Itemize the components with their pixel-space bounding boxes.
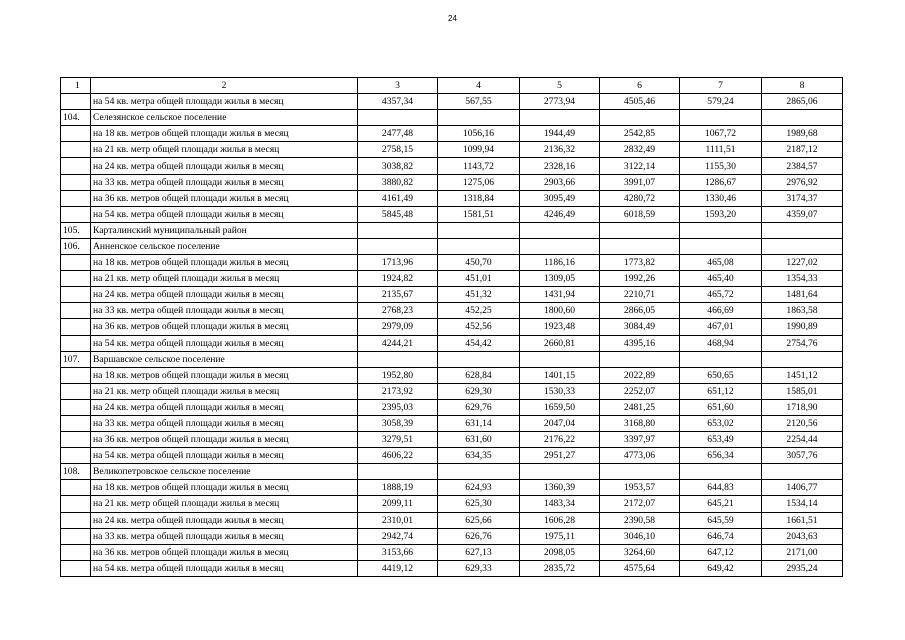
empty-cell bbox=[600, 238, 680, 254]
value-cell: 450,70 bbox=[438, 255, 520, 271]
value-cell: 2254,44 bbox=[762, 432, 843, 448]
value-cell: 3095,49 bbox=[520, 190, 600, 206]
value-cell: 2173,92 bbox=[358, 383, 438, 399]
value-cell: 644,83 bbox=[680, 480, 762, 496]
value-cell: 1227,02 bbox=[762, 255, 843, 271]
value-cell: 628,84 bbox=[438, 367, 520, 383]
table-row bbox=[61, 367, 843, 383]
value-cell: 1953,57 bbox=[600, 480, 680, 496]
value-cell: 2758,15 bbox=[358, 142, 438, 158]
value-cell: 645,59 bbox=[680, 512, 762, 528]
value-cell: 2865,06 bbox=[762, 94, 843, 110]
value-cell: 653,49 bbox=[680, 432, 762, 448]
value-cell: 3153,66 bbox=[358, 544, 438, 560]
row-label: на 33 кв. метра общей площади жилья в месяц bbox=[91, 303, 358, 319]
row-label: на 36 кв. метров общей площади жилья в месяц bbox=[91, 190, 358, 206]
value-cell: 451,01 bbox=[438, 271, 520, 287]
table-row bbox=[61, 303, 843, 319]
row-label: на 33 кв. метра общей площади жилья в месяц bbox=[91, 174, 358, 190]
value-cell: 4419,12 bbox=[358, 560, 438, 576]
value-cell: 6018,59 bbox=[600, 206, 680, 222]
value-cell: 1800,60 bbox=[520, 303, 600, 319]
value-cell: 1888,19 bbox=[358, 480, 438, 496]
empty-cell bbox=[600, 351, 680, 367]
value-cell: 1924,82 bbox=[358, 271, 438, 287]
row-label: на 21 кв. метр общей площади жилья в месяц bbox=[91, 142, 358, 158]
row-number bbox=[61, 335, 91, 351]
row-label: на 33 кв. метра общей площади жилья в месяц bbox=[91, 528, 358, 544]
section-title: Карталинский муниципальный район bbox=[91, 222, 358, 238]
header-cell: 3 bbox=[358, 78, 438, 94]
value-cell: 1481,64 bbox=[762, 287, 843, 303]
row-label: на 36 кв. метров общей площади жилья в месяц bbox=[91, 319, 358, 335]
row-number bbox=[61, 560, 91, 576]
table-row bbox=[61, 174, 843, 190]
row-number bbox=[61, 190, 91, 206]
empty-cell bbox=[520, 464, 600, 480]
value-cell: 1401,15 bbox=[520, 367, 600, 383]
empty-cell bbox=[762, 464, 843, 480]
value-cell: 3122,14 bbox=[600, 158, 680, 174]
row-number bbox=[61, 432, 91, 448]
empty-cell bbox=[520, 110, 600, 126]
row-label: на 54 кв. метра общей площади жилья в месяц bbox=[91, 335, 358, 351]
row-number bbox=[61, 367, 91, 383]
value-cell: 626,76 bbox=[438, 528, 520, 544]
row-number bbox=[61, 544, 91, 560]
value-cell: 2172,07 bbox=[600, 496, 680, 512]
section-row bbox=[61, 110, 843, 126]
empty-cell bbox=[762, 351, 843, 367]
value-cell: 1992,26 bbox=[600, 271, 680, 287]
value-cell: 2210,71 bbox=[600, 287, 680, 303]
table-row bbox=[61, 415, 843, 431]
value-cell: 579,24 bbox=[680, 94, 762, 110]
value-cell: 467,01 bbox=[680, 319, 762, 335]
value-cell: 466,69 bbox=[680, 303, 762, 319]
table-row bbox=[61, 496, 843, 512]
row-number bbox=[61, 383, 91, 399]
value-cell: 629,76 bbox=[438, 399, 520, 415]
table-row bbox=[61, 287, 843, 303]
value-cell: 2136,32 bbox=[520, 142, 600, 158]
value-cell: 2979,09 bbox=[358, 319, 438, 335]
header-cell: 1 bbox=[61, 78, 91, 94]
row-label: на 18 кв. метров общей площади жилья в месяц bbox=[91, 126, 358, 142]
section-row bbox=[61, 351, 843, 367]
empty-cell bbox=[438, 222, 520, 238]
value-cell: 3279,51 bbox=[358, 432, 438, 448]
table-body bbox=[61, 78, 843, 577]
value-cell: 465,08 bbox=[680, 255, 762, 271]
value-cell: 2866,05 bbox=[600, 303, 680, 319]
value-cell: 1483,34 bbox=[520, 496, 600, 512]
value-cell: 2542,85 bbox=[600, 126, 680, 142]
value-cell: 651,12 bbox=[680, 383, 762, 399]
row-number bbox=[61, 158, 91, 174]
row-label: на 54 кв. метра общей площади жилья в месяц bbox=[91, 448, 358, 464]
value-cell: 1318,84 bbox=[438, 190, 520, 206]
table-row bbox=[61, 142, 843, 158]
table-row bbox=[61, 158, 843, 174]
value-cell: 1067,72 bbox=[680, 126, 762, 142]
value-cell: 1990,89 bbox=[762, 319, 843, 335]
value-cell: 651,60 bbox=[680, 399, 762, 415]
row-number bbox=[61, 480, 91, 496]
value-cell: 4357,34 bbox=[358, 94, 438, 110]
value-cell: 451,32 bbox=[438, 287, 520, 303]
value-cell: 629,30 bbox=[438, 383, 520, 399]
row-label: на 36 кв. метров общей площади жилья в месяц bbox=[91, 432, 358, 448]
empty-cell bbox=[438, 110, 520, 126]
value-cell: 2395,03 bbox=[358, 399, 438, 415]
value-cell: 1661,51 bbox=[762, 512, 843, 528]
value-cell: 3174,37 bbox=[762, 190, 843, 206]
value-cell: 452,56 bbox=[438, 319, 520, 335]
table-row bbox=[61, 528, 843, 544]
value-cell: 4575,64 bbox=[600, 560, 680, 576]
table-row bbox=[61, 399, 843, 415]
value-cell: 4161,49 bbox=[358, 190, 438, 206]
row-number bbox=[61, 512, 91, 528]
row-number: 107. bbox=[61, 351, 91, 367]
value-cell: 2481,25 bbox=[600, 399, 680, 415]
value-cell: 1606,28 bbox=[520, 512, 600, 528]
value-cell: 1186,16 bbox=[520, 255, 600, 271]
header-cell: 7 bbox=[680, 78, 762, 94]
value-cell: 2935,24 bbox=[762, 560, 843, 576]
value-cell: 1585,01 bbox=[762, 383, 843, 399]
value-cell: 1581,51 bbox=[438, 206, 520, 222]
empty-cell bbox=[358, 238, 438, 254]
value-cell: 2176,22 bbox=[520, 432, 600, 448]
value-cell: 2187,12 bbox=[762, 142, 843, 158]
empty-cell bbox=[520, 351, 600, 367]
value-cell: 631,14 bbox=[438, 415, 520, 431]
row-label: на 24 кв. метра общей площади жилья в месяц bbox=[91, 158, 358, 174]
value-cell: 1360,39 bbox=[520, 480, 600, 496]
empty-cell bbox=[762, 238, 843, 254]
value-cell: 629,33 bbox=[438, 560, 520, 576]
value-cell: 2252,07 bbox=[600, 383, 680, 399]
page-number: 24 bbox=[448, 14, 457, 23]
value-cell: 1451,12 bbox=[762, 367, 843, 383]
value-cell: 1659,50 bbox=[520, 399, 600, 415]
row-number bbox=[61, 174, 91, 190]
table-row bbox=[61, 94, 843, 110]
value-cell: 1099,94 bbox=[438, 142, 520, 158]
table-row bbox=[61, 319, 843, 335]
value-cell: 2022,89 bbox=[600, 367, 680, 383]
row-label: на 54 кв. метра общей площади жилья в месяц bbox=[91, 206, 358, 222]
value-cell: 4395,16 bbox=[600, 335, 680, 351]
header-cell: 5 bbox=[520, 78, 600, 94]
table-row bbox=[61, 544, 843, 560]
row-number bbox=[61, 126, 91, 142]
value-cell: 2043,63 bbox=[762, 528, 843, 544]
value-cell: 3264,60 bbox=[600, 544, 680, 560]
value-cell: 625,66 bbox=[438, 512, 520, 528]
value-cell: 3991,07 bbox=[600, 174, 680, 190]
empty-cell bbox=[600, 222, 680, 238]
value-cell: 1534,14 bbox=[762, 496, 843, 512]
table-row bbox=[61, 206, 843, 222]
empty-cell bbox=[438, 238, 520, 254]
section-row bbox=[61, 238, 843, 254]
value-cell: 2942,74 bbox=[358, 528, 438, 544]
row-label: на 18 кв. метров общей площади жилья в месяц bbox=[91, 367, 358, 383]
row-number bbox=[61, 255, 91, 271]
value-cell: 4246,49 bbox=[520, 206, 600, 222]
value-cell: 567,55 bbox=[438, 94, 520, 110]
empty-cell bbox=[680, 464, 762, 480]
value-cell: 2903,66 bbox=[520, 174, 600, 190]
value-cell: 656,34 bbox=[680, 448, 762, 464]
row-number: 108. bbox=[61, 464, 91, 480]
value-cell: 2976,92 bbox=[762, 174, 843, 190]
table-row bbox=[61, 448, 843, 464]
empty-cell bbox=[358, 351, 438, 367]
value-cell: 2477,48 bbox=[358, 126, 438, 142]
row-number bbox=[61, 319, 91, 335]
value-cell: 1923,48 bbox=[520, 319, 600, 335]
value-cell: 2832,49 bbox=[600, 142, 680, 158]
row-number: 104. bbox=[61, 110, 91, 126]
empty-cell bbox=[680, 351, 762, 367]
value-cell: 4773,06 bbox=[600, 448, 680, 464]
header-cell: 6 bbox=[600, 78, 680, 94]
row-label: на 18 кв. метров общей площади жилья в месяц bbox=[91, 480, 358, 496]
row-number bbox=[61, 142, 91, 158]
row-label: на 54 кв. метра общей площади жилья в месяц bbox=[91, 94, 358, 110]
table-row bbox=[61, 335, 843, 351]
value-cell: 2660,81 bbox=[520, 335, 600, 351]
value-cell: 1713,96 bbox=[358, 255, 438, 271]
row-label: на 21 кв. метр общей площади жилья в месяц bbox=[91, 271, 358, 287]
row-number bbox=[61, 448, 91, 464]
value-cell: 468,94 bbox=[680, 335, 762, 351]
value-cell: 4359,07 bbox=[762, 206, 843, 222]
value-cell: 465,40 bbox=[680, 271, 762, 287]
row-number: 106. bbox=[61, 238, 91, 254]
value-cell: 2098,05 bbox=[520, 544, 600, 560]
value-cell: 1286,67 bbox=[680, 174, 762, 190]
row-label: на 54 кв. метра общей площади жилья в месяц bbox=[91, 560, 358, 576]
value-cell: 2328,16 bbox=[520, 158, 600, 174]
value-cell: 1975,11 bbox=[520, 528, 600, 544]
value-cell: 2951,27 bbox=[520, 448, 600, 464]
value-cell: 2768,23 bbox=[358, 303, 438, 319]
value-cell: 4244,21 bbox=[358, 335, 438, 351]
value-cell: 646,74 bbox=[680, 528, 762, 544]
value-cell: 1309,05 bbox=[520, 271, 600, 287]
empty-cell bbox=[762, 110, 843, 126]
row-number bbox=[61, 94, 91, 110]
value-cell: 3057,76 bbox=[762, 448, 843, 464]
value-cell: 1863,58 bbox=[762, 303, 843, 319]
value-cell: 1773,82 bbox=[600, 255, 680, 271]
value-cell: 1530,33 bbox=[520, 383, 600, 399]
value-cell: 4505,46 bbox=[600, 94, 680, 110]
value-cell: 1718,90 bbox=[762, 399, 843, 415]
table-row bbox=[61, 271, 843, 287]
empty-cell bbox=[520, 238, 600, 254]
table-row bbox=[61, 190, 843, 206]
value-cell: 627,13 bbox=[438, 544, 520, 560]
row-label: на 24 кв. метра общей площади жилья в месяц bbox=[91, 512, 358, 528]
value-cell: 3038,82 bbox=[358, 158, 438, 174]
value-cell: 1330,46 bbox=[680, 190, 762, 206]
row-number bbox=[61, 287, 91, 303]
value-cell: 5845,48 bbox=[358, 206, 438, 222]
empty-cell bbox=[680, 238, 762, 254]
empty-cell bbox=[680, 222, 762, 238]
value-cell: 1944,49 bbox=[520, 126, 600, 142]
value-cell: 2390,58 bbox=[600, 512, 680, 528]
value-cell: 465,72 bbox=[680, 287, 762, 303]
value-cell: 624,93 bbox=[438, 480, 520, 496]
value-cell: 2171,00 bbox=[762, 544, 843, 560]
empty-cell bbox=[600, 464, 680, 480]
value-cell: 653,02 bbox=[680, 415, 762, 431]
table-row bbox=[61, 560, 843, 576]
value-cell: 1593,20 bbox=[680, 206, 762, 222]
table-row bbox=[61, 126, 843, 142]
value-cell: 1989,68 bbox=[762, 126, 843, 142]
value-cell: 631,60 bbox=[438, 432, 520, 448]
value-cell: 2773,94 bbox=[520, 94, 600, 110]
row-label: на 21 кв. метр общей площади жилья в месяц bbox=[91, 496, 358, 512]
row-label: на 24 кв. метра общей площади жилья в месяц bbox=[91, 399, 358, 415]
empty-cell bbox=[520, 222, 600, 238]
value-cell: 1354,33 bbox=[762, 271, 843, 287]
header-cell: 4 bbox=[438, 78, 520, 94]
value-cell: 2754,76 bbox=[762, 335, 843, 351]
value-cell: 649,42 bbox=[680, 560, 762, 576]
value-cell: 1406,77 bbox=[762, 480, 843, 496]
value-cell: 4280,72 bbox=[600, 190, 680, 206]
row-number bbox=[61, 206, 91, 222]
section-title: Варшавское сельское поселение bbox=[91, 351, 358, 367]
value-cell: 2135,67 bbox=[358, 287, 438, 303]
value-cell: 625,30 bbox=[438, 496, 520, 512]
row-number bbox=[61, 528, 91, 544]
header-cell: 2 bbox=[91, 78, 358, 94]
row-number bbox=[61, 271, 91, 287]
row-label: на 24 кв. метра общей площади жилья в месяц bbox=[91, 287, 358, 303]
empty-cell bbox=[358, 222, 438, 238]
value-cell: 1143,72 bbox=[438, 158, 520, 174]
value-cell: 3880,82 bbox=[358, 174, 438, 190]
table-row bbox=[61, 383, 843, 399]
value-cell: 634,35 bbox=[438, 448, 520, 464]
section-title: Анненское сельское поселение bbox=[91, 238, 358, 254]
empty-cell bbox=[358, 110, 438, 126]
value-cell: 647,12 bbox=[680, 544, 762, 560]
empty-cell bbox=[762, 222, 843, 238]
empty-cell bbox=[438, 351, 520, 367]
table-row bbox=[61, 432, 843, 448]
value-cell: 452,25 bbox=[438, 303, 520, 319]
row-number bbox=[61, 399, 91, 415]
empty-cell bbox=[358, 464, 438, 480]
row-number bbox=[61, 496, 91, 512]
value-cell: 650,65 bbox=[680, 367, 762, 383]
empty-cell bbox=[600, 110, 680, 126]
value-cell: 3084,49 bbox=[600, 319, 680, 335]
value-cell: 1155,30 bbox=[680, 158, 762, 174]
section-row bbox=[61, 222, 843, 238]
table-row bbox=[61, 512, 843, 528]
row-label: на 21 кв. метр общей площади жилья в месяц bbox=[91, 383, 358, 399]
row-number: 105. bbox=[61, 222, 91, 238]
value-cell: 1431,94 bbox=[520, 287, 600, 303]
table-row bbox=[61, 480, 843, 496]
table-row bbox=[61, 255, 843, 271]
value-cell: 4606,22 bbox=[358, 448, 438, 464]
empty-cell bbox=[680, 110, 762, 126]
table-header-row bbox=[61, 78, 843, 94]
value-cell: 3397,97 bbox=[600, 432, 680, 448]
value-cell: 3168,80 bbox=[600, 415, 680, 431]
value-cell: 1952,80 bbox=[358, 367, 438, 383]
header-cell: 8 bbox=[762, 78, 843, 94]
section-title: Великопетровское сельское поселение bbox=[91, 464, 358, 480]
value-cell: 2384,57 bbox=[762, 158, 843, 174]
value-cell: 454,42 bbox=[438, 335, 520, 351]
tariff-table bbox=[60, 77, 843, 577]
value-cell: 2835,72 bbox=[520, 560, 600, 576]
value-cell: 1111,51 bbox=[680, 142, 762, 158]
value-cell: 645,21 bbox=[680, 496, 762, 512]
row-number bbox=[61, 415, 91, 431]
value-cell: 2120,56 bbox=[762, 415, 843, 431]
row-label: на 18 кв. метров общей площади жилья в месяц bbox=[91, 255, 358, 271]
empty-cell bbox=[438, 464, 520, 480]
value-cell: 2047,04 bbox=[520, 415, 600, 431]
value-cell: 2099,11 bbox=[358, 496, 438, 512]
value-cell: 3046,10 bbox=[600, 528, 680, 544]
section-row bbox=[61, 464, 843, 480]
value-cell: 1275,06 bbox=[438, 174, 520, 190]
value-cell: 2310,01 bbox=[358, 512, 438, 528]
section-title: Селезянское сельское поселение bbox=[91, 110, 358, 126]
value-cell: 3058,39 bbox=[358, 415, 438, 431]
row-number bbox=[61, 303, 91, 319]
value-cell: 1056,16 bbox=[438, 126, 520, 142]
row-label: на 33 кв. метра общей площади жилья в месяц bbox=[91, 415, 358, 431]
row-label: на 36 кв. метров общей площади жилья в месяц bbox=[91, 544, 358, 560]
